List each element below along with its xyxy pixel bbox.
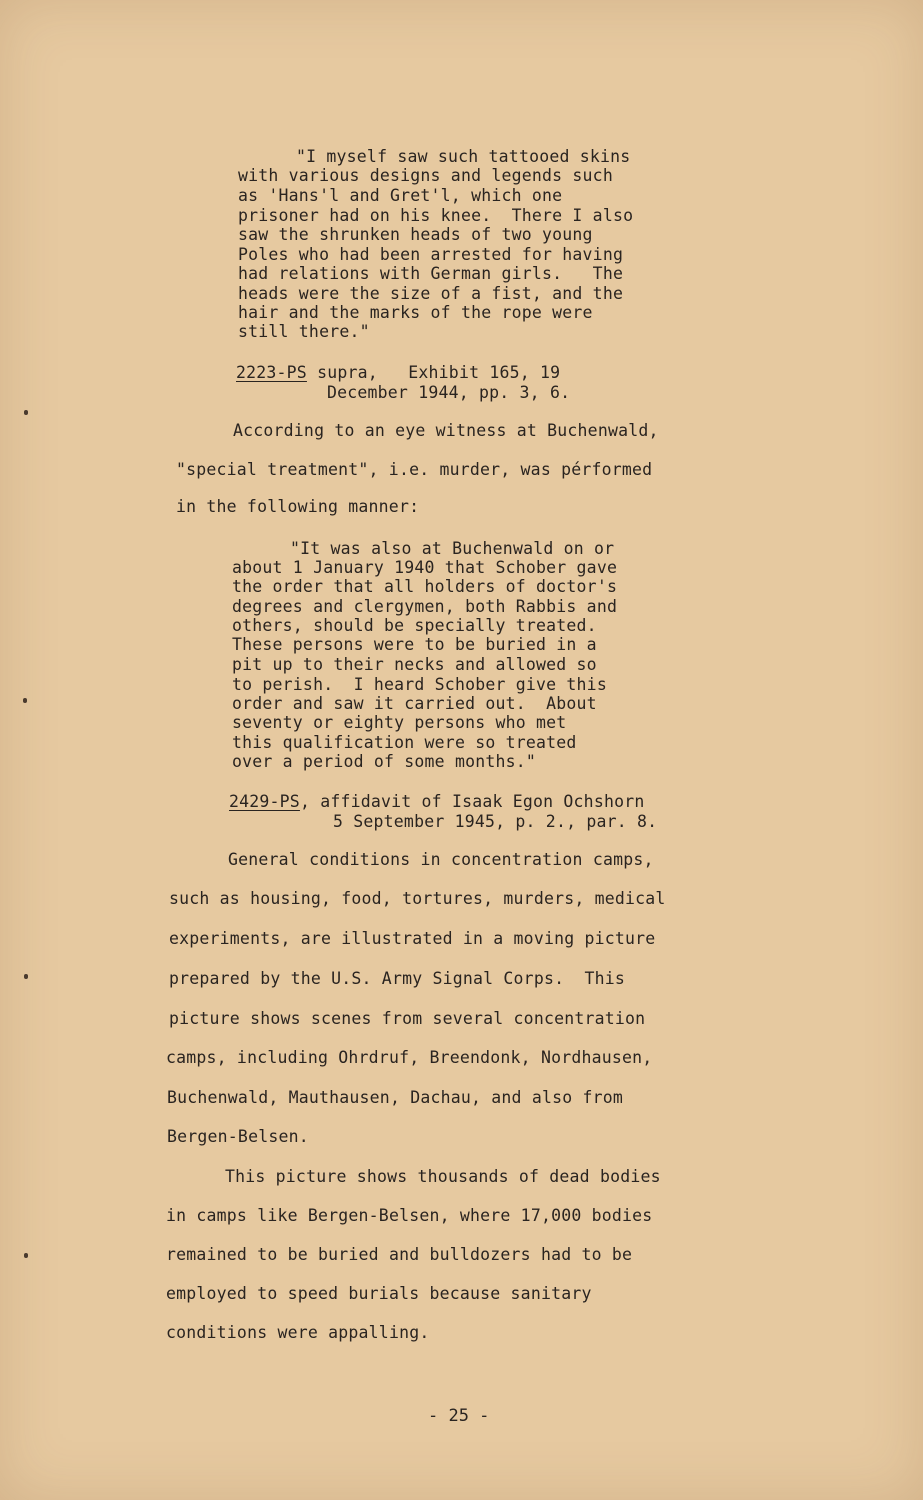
paragraph-line: "special treatment", i.e. murder, was pérformed [176, 460, 653, 479]
quote-1-line: heads were the size of a fist, and the [238, 284, 624, 303]
quote-1-line: with various designs and legends such [238, 166, 613, 185]
quote-2-line: These persons were to be buried in a [232, 635, 597, 654]
quote-1-line: Poles who had been arrested for having [238, 245, 624, 264]
quote-1-line: as 'Hans'l and Gret'l, which one [238, 186, 563, 205]
paragraph-line: According to an eye witness at Buchenwald, [233, 421, 659, 440]
quote-1-line: prisoner had on his knee. There I also [238, 206, 634, 225]
quote-2-line: the order that all holders of doctor's [232, 577, 618, 596]
margin-mark [24, 410, 28, 415]
paragraph-line: in the following manner: [176, 497, 420, 516]
citation-1-line-2: December 1944, pp. 3, 6. [327, 383, 571, 402]
quote-2-line: this qualification were so treated [232, 733, 577, 752]
paragraph-line: experiments, are illustrated in a moving picture [169, 929, 656, 948]
paragraph-line: in camps like Bergen-Belsen, where 17,000 bodies [166, 1206, 653, 1225]
citation-2-text: , affidavit of Isaak Egon Ochshorn [299, 792, 645, 811]
citation-1-line-1 [236, 363, 560, 382]
document-reference: 2429-PS [229, 792, 300, 811]
quote-1-line: hair and the marks of the rope were [238, 303, 593, 322]
margin-mark [23, 698, 27, 703]
quote-2-line: to perish. I heard Schober give this [232, 675, 607, 694]
paragraph-line: Bergen-Belsen. [167, 1127, 309, 1146]
paragraph-line: Buchenwald, Mauthausen, Dachau, and also from [167, 1088, 624, 1107]
paragraph-line: camps, including Ohrdruf, Breendonk, Nordhausen, [166, 1048, 653, 1067]
quote-1-line: "I myself saw such tattooed skins [296, 147, 631, 166]
citation-2-line-2: 5 September 1945, p. 2., par. 8. [333, 812, 658, 831]
quote-2-line: over a period of some months." [232, 752, 537, 771]
paragraph-line: conditions were appalling. [166, 1323, 430, 1342]
margin-mark [24, 1253, 28, 1258]
paragraph-line: This picture shows thousands of dead bodies [225, 1167, 661, 1186]
quote-2-line: pit up to their necks and allowed so [232, 655, 597, 674]
quote-2-line: "It was also at Buchenwald on or [290, 539, 615, 558]
quote-2-line: others, should be specially treated. [232, 616, 597, 635]
quote-2-line: about 1 January 1940 that Schober gave [232, 558, 618, 577]
document-reference: 2223-PS [236, 363, 307, 382]
paragraph-line: employed to speed burials because sanitary [166, 1284, 592, 1303]
quote-2-line: order and saw it carried out. About [232, 694, 597, 713]
paragraph-line: remained to be buried and bulldozers had to be [166, 1245, 633, 1264]
quote-2-line: seventy or eighty persons who met [232, 713, 567, 732]
paragraph-line: such as housing, food, tortures, murders, medical [169, 889, 666, 908]
quote-1-line: had relations with German girls. The [238, 264, 624, 283]
quote-1-line: saw the shrunken heads of two young [238, 225, 593, 244]
margin-mark [24, 974, 28, 979]
paragraph-line: prepared by the U.S. Army Signal Corps. This [169, 969, 626, 988]
quote-1-line: still there." [238, 322, 370, 341]
quote-2-line: degrees and clergymen, both Rabbis and [232, 597, 618, 616]
citation-2-line-1 [229, 792, 645, 811]
paragraph-line: picture shows scenes from several concentration [169, 1009, 646, 1028]
page-number: - 25 - [428, 1406, 490, 1426]
paragraph-line: General conditions in concentration camps, [228, 850, 654, 869]
citation-1-text: supra, Exhibit 165, 19 [306, 363, 561, 382]
